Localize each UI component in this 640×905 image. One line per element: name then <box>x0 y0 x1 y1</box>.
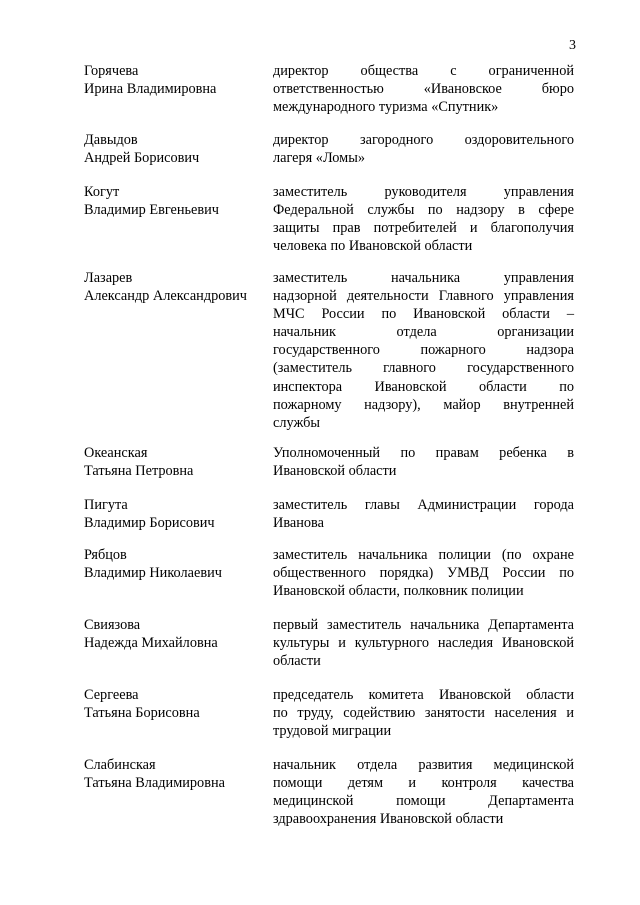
position-line: пожарному надзору), майор внутренней <box>273 396 574 413</box>
member-name <box>84 62 269 98</box>
member-name <box>84 686 269 722</box>
position-line: по труду, содействию занятости населения и <box>273 705 574 722</box>
position-line: области <box>273 653 321 670</box>
member-position <box>273 546 574 600</box>
member-surname: Давыдов <box>84 132 138 148</box>
position-line: первый заместитель начальника Департамента <box>273 617 574 633</box>
position-line: надзорной деятельности Главного управления <box>273 288 574 305</box>
position-line: помощи детям и контроля качества <box>273 775 574 792</box>
position-line: начальник отдела развития медицинской <box>273 757 574 773</box>
member-surname: Океанская <box>84 445 148 461</box>
position-line: заместитель начальника управления <box>273 270 574 286</box>
position-line: директор загородного оздоровительного <box>273 132 574 148</box>
member-given-names: Александр Александрович <box>84 288 247 305</box>
member-name <box>84 269 269 305</box>
member-surname: Горячева <box>84 63 139 79</box>
member-given-names: Татьяна Борисовна <box>84 705 200 722</box>
member-name <box>84 496 269 532</box>
position-line: заместитель главы Администрации города <box>273 497 574 513</box>
position-line: государственного пожарного надзора <box>273 342 574 359</box>
position-line: Ивановской области, полковник полиции <box>273 583 524 600</box>
position-line: защиты прав потребителей и благополучия <box>273 220 574 237</box>
member-position <box>273 62 574 116</box>
member-name <box>84 616 269 652</box>
position-line: заместитель руководителя управления <box>273 184 574 200</box>
position-line: (заместитель главного государственного <box>273 360 574 377</box>
member-surname: Слабинская <box>84 757 156 773</box>
position-line: здравоохранения Ивановской области <box>273 811 504 828</box>
position-line: международного туризма «Спутник» <box>273 99 499 116</box>
page-number: 3 <box>569 38 576 53</box>
position-line: Уполномоченный по правам ребенка в <box>273 445 574 461</box>
position-line: МЧС России по Ивановской области – <box>273 306 574 323</box>
member-surname: Сергеева <box>84 687 139 703</box>
position-line: ответственностью «Ивановское бюро <box>273 81 574 98</box>
position-line: начальник отдела организации <box>273 324 574 341</box>
member-given-names: Андрей Борисович <box>84 150 200 167</box>
member-given-names: Татьяна Владимировна <box>84 775 225 792</box>
position-line: трудовой миграции <box>273 723 392 740</box>
position-line: медицинской помощи Департамента <box>273 793 574 810</box>
position-line: Иванова <box>273 515 324 532</box>
member-name <box>84 756 269 792</box>
member-position <box>273 616 574 670</box>
member-given-names: Владимир Борисович <box>84 515 215 532</box>
member-given-names: Татьяна Петровна <box>84 463 194 480</box>
position-line: человека по Ивановской области <box>273 238 473 255</box>
member-position <box>273 686 574 740</box>
member-name <box>84 131 269 167</box>
position-line: Ивановской области <box>273 463 397 480</box>
member-surname: Пигута <box>84 497 128 513</box>
position-line: Федеральной службы по надзору в сфере <box>273 202 574 219</box>
position-line: культуры и культурного наследия Ивановской <box>273 635 574 652</box>
position-line: лагеря «Ломы» <box>273 150 365 167</box>
position-line: директор общества с ограниченной <box>273 63 574 79</box>
member-surname: Рябцов <box>84 547 127 563</box>
member-surname: Свиязова <box>84 617 141 633</box>
member-position <box>273 183 574 255</box>
member-given-names: Владимир Николаевич <box>84 565 222 582</box>
member-given-names: Надежда Михайловна <box>84 635 218 652</box>
member-position <box>273 756 574 828</box>
position-line: службы <box>273 414 321 431</box>
position-line: инспектора Ивановской области по <box>273 378 574 395</box>
position-line: общественного порядка) УМВД России по <box>273 565 574 582</box>
member-position <box>273 131 574 167</box>
member-name <box>84 546 269 582</box>
member-name <box>84 183 269 219</box>
position-line: председатель комитета Ивановской области <box>273 687 574 703</box>
member-given-names: Владимир Евгеньевич <box>84 202 219 219</box>
position-line: заместитель начальника полиции (по охране <box>273 547 574 563</box>
member-surname: Лазарев <box>84 270 133 286</box>
member-given-names: Ирина Владимировна <box>84 81 217 98</box>
member-name <box>84 444 269 480</box>
member-position <box>273 496 574 532</box>
member-position <box>273 269 574 432</box>
member-surname: Когут <box>84 184 120 200</box>
member-position <box>273 444 574 480</box>
